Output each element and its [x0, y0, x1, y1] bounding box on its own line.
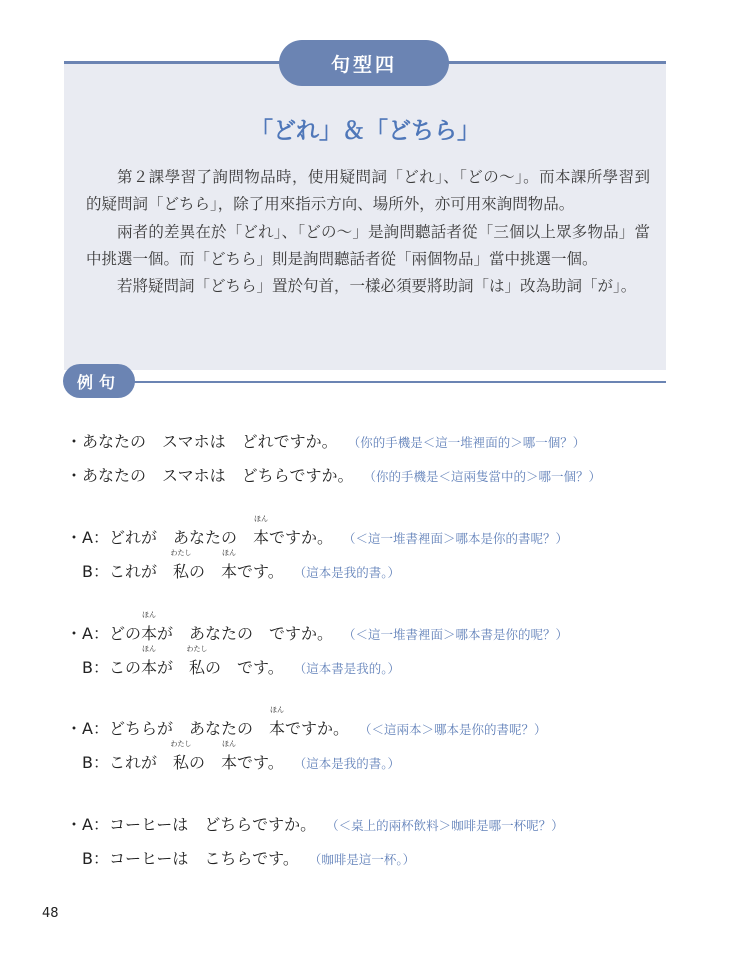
translation-text: （＜這一堆書裡面＞哪本書是你的呢？）	[342, 627, 568, 642]
kanji: 私	[189, 658, 206, 677]
kanji: 本	[221, 562, 238, 581]
japanese-text: が	[157, 658, 190, 677]
japanese-text: ・A：コーヒーは どちらですか。	[66, 815, 317, 834]
kanji-with-furigana	[268, 706, 285, 739]
japanese-text: B：これが	[66, 562, 173, 581]
japanese-text: が あなたの ですか。	[156, 624, 333, 643]
japanese-text: の です。	[205, 658, 284, 677]
kanji-with-furigana	[252, 515, 269, 548]
furigana: ほん	[222, 549, 237, 557]
example-sentence	[66, 429, 585, 452]
kanji: 私	[172, 562, 189, 581]
furigana: わたし	[170, 740, 192, 748]
japanese-text: B：この	[66, 658, 141, 677]
kanji: 本	[252, 528, 269, 547]
kanji-with-furigana	[221, 549, 238, 582]
dialogue-line-b	[66, 846, 415, 869]
examples-label: 例句	[63, 364, 135, 398]
kanji-with-furigana	[140, 611, 157, 644]
kanji-with-furigana	[170, 740, 192, 773]
japanese-text: ですか。	[268, 528, 333, 547]
furigana: ほん	[141, 645, 156, 653]
japanese-text: B：コーヒーは こちらです。	[66, 849, 299, 868]
explanation	[86, 164, 650, 300]
kanji: 本	[221, 753, 238, 772]
furigana: ほん	[222, 740, 237, 748]
explanation-paragraph: 若將疑問詞「どちら」置於句首，一樣必須要將助詞「は」改為助詞「が」。	[117, 277, 637, 296]
furigana: わたし	[186, 645, 208, 653]
translation-text: （你的手機是＜這一堆裡面的＞哪一個？）	[347, 435, 586, 450]
kanji-with-furigana	[186, 645, 208, 678]
japanese-text: です。	[237, 753, 284, 772]
kanji-with-furigana	[140, 645, 157, 678]
furigana: ほん	[141, 611, 156, 619]
japanese-text: ・A：どれが あなたの	[66, 528, 253, 547]
translation-text: （你的手機是＜這兩隻當中的＞哪一個？）	[363, 469, 602, 484]
translation-text: （＜桌上的兩杯飲料＞咖啡是哪一杯呢？）	[326, 818, 564, 833]
kanji: 本	[268, 719, 285, 738]
dialogue-line-b	[66, 740, 401, 773]
dialogue-line-a	[66, 611, 568, 644]
furigana: わたし	[170, 549, 192, 557]
furigana: ほん	[269, 706, 284, 714]
japanese-text: です。	[237, 562, 284, 581]
kanji-with-furigana	[170, 549, 192, 582]
translation-text: （＜這一堆書裡面＞哪本是你的書呢？）	[342, 531, 568, 546]
kanji: 私	[172, 753, 189, 772]
dialogue-line-b	[66, 549, 401, 582]
japanese-text: ・A：どちらが あなたの	[66, 719, 269, 738]
kanji: 本	[140, 658, 157, 677]
translation-text: （這本是我的書。）	[293, 756, 401, 771]
explanation-paragraph: 第２課學習了詢問物品時，使用疑問詞「どれ」、「どの～」。而本課所學習到的疑問詞「どちら」，除了用來指示方向、場所外，亦可用來詢問物品。	[86, 168, 650, 214]
page-number: 48	[42, 906, 59, 921]
japanese-text: ・A：どの	[66, 624, 141, 643]
dialogue-line-a	[66, 515, 568, 548]
japanese-text: ですか。	[284, 719, 349, 738]
examples-rule	[130, 381, 666, 383]
japanese-text: ・あなたの スマホは どれですか。	[66, 432, 338, 451]
translation-text: （＜這兩本＞哪本是你的書呢？）	[358, 722, 547, 737]
dialogue-line-a	[66, 812, 564, 835]
japanese-text: B：これが	[66, 753, 173, 772]
translation-text: （咖啡是這一杯。）	[308, 852, 416, 867]
translation-text: （這本書是我的。）	[293, 661, 401, 676]
japanese-text: の	[189, 562, 222, 581]
kanji-with-furigana	[221, 740, 238, 773]
japanese-text: ・あなたの スマホは どちらですか。	[66, 466, 354, 485]
furigana: ほん	[253, 515, 268, 523]
dialogue-line-b	[66, 645, 401, 678]
grammar-heading: 「どれ」＆「どちら」	[250, 118, 480, 144]
japanese-text: の	[189, 753, 222, 772]
example-sentence	[66, 463, 601, 486]
dialogue-line-a	[66, 706, 547, 739]
kanji: 本	[140, 624, 157, 643]
translation-text: （這本是我的書。）	[293, 565, 401, 580]
explanation-paragraph: 兩者的差異在於「どれ」、「どの～」是詢問聽話者從「三個以上眾多物品」當中挑選一個。而「どちら」則是詢問聽話者從「兩個物品」當中挑選一個。	[86, 222, 650, 268]
section-title-pill: 句型四	[279, 40, 449, 86]
